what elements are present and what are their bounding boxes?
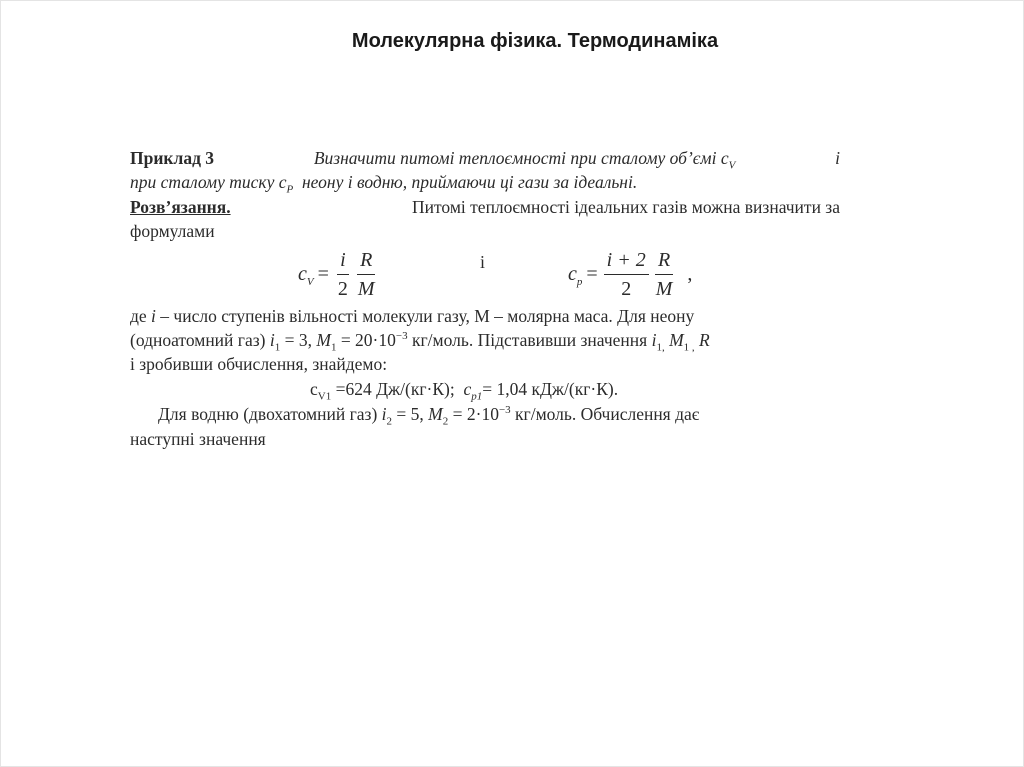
solution-text-2: формулами: [130, 221, 215, 241]
solution-text: Питомі теплоємності ідеальних газів можна визначити за: [412, 197, 840, 217]
solution-line: [130, 197, 840, 218]
task-line-2: при сталому тиску $c_P$ неону і водню, приймаючи ці гази за ідеальні.: [130, 172, 638, 196]
p2-line-1: де i – число ступенів вільності молекули газу, М – молярна маса. Для неону: [130, 306, 695, 326]
slide-title: Молекулярна фізика. Термодинаміка: [351, 30, 719, 52]
solution-label: Розв’язання.: [130, 197, 231, 217]
conjunction: і: [480, 251, 486, 272]
p3-line-2: наступні значення: [130, 429, 266, 449]
task-line-1: [130, 148, 840, 172]
result-line: $c_{V1} =624$ Дж/(кг·К); $c_{p1}= 1,04$ кДж/(кг·К).: [310, 379, 619, 403]
example-label: Приклад 3: [130, 148, 215, 168]
p3-line-1: Для водню (двохатомний газ) $i_2 = 5$, $M_2 = 2\cdot 10^{-3}$ кг/моль. Обчислення дає: [158, 404, 700, 428]
task-text-1: Визначити питомі теплоємності при сталому об’ємі $c_V$: [313, 148, 736, 172]
p2-line-2: (одноатомний газ) $i_1 = 3$, $M_1 = 20\cdot 10^{-3}$ кг/моль. Підставивши значення $i_{1,}$ $M_{1 ,}$ R: [130, 330, 710, 354]
p2-line-3: і зробивши обчислення, знайдемо:: [130, 354, 388, 374]
formula-cp: $c_p$ = $\frac{i + 2}{2}$ $\frac{R}{M}$ ,: [568, 248, 693, 300]
formula-cv: $c_V$ = $\frac{i}{2}$ $\frac{R}{M}$: [298, 248, 375, 300]
task-text-1-end: і: [835, 148, 840, 168]
